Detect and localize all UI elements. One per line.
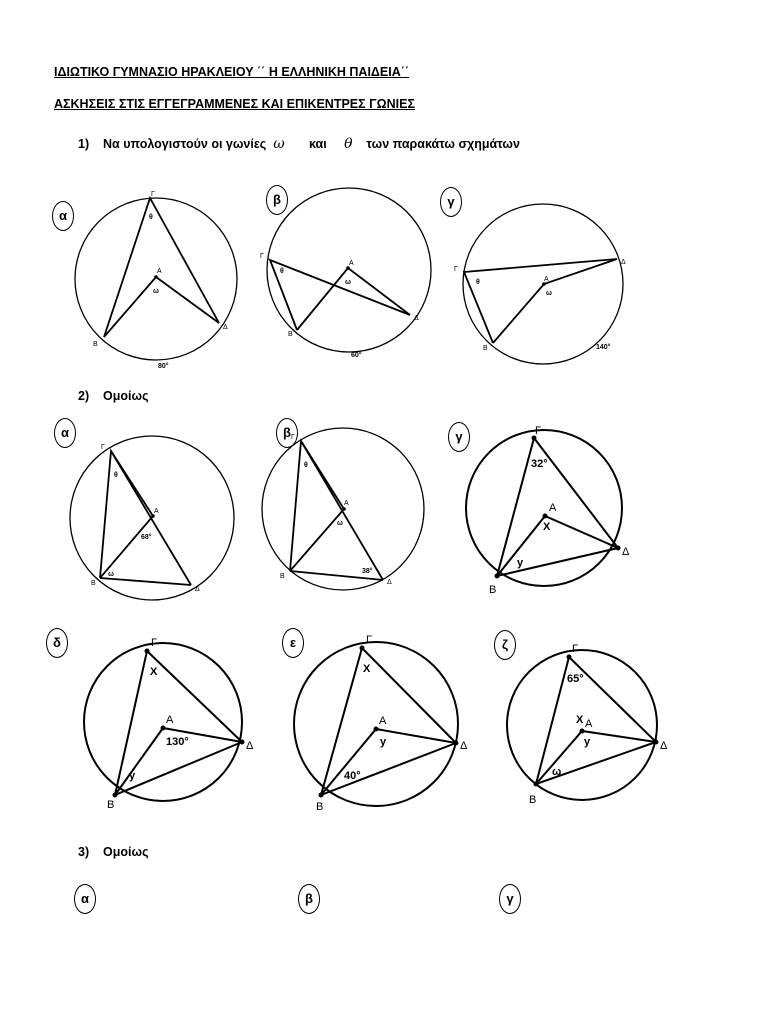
angle-label: 32°	[531, 458, 548, 470]
y-label: y	[517, 557, 524, 569]
point-label-g: Γ	[151, 191, 155, 198]
point-label-g: Γ	[535, 425, 542, 437]
point-label-a: Α	[549, 502, 557, 514]
theta-label: θ	[114, 472, 118, 479]
y-label: y	[380, 736, 387, 748]
point-label-d: Δ	[195, 586, 200, 593]
x-label: Χ	[150, 666, 158, 678]
point-label-b: Β	[529, 794, 537, 806]
figure-label-3g: γ	[499, 884, 521, 914]
x-label: Χ	[363, 663, 371, 675]
theta-symbol: θ	[344, 136, 353, 152]
figure-label-2g: γ	[448, 422, 470, 452]
point-label-d: Δ	[621, 259, 626, 266]
point-label-d: Δ	[622, 546, 630, 558]
figure-label-2e: ε	[282, 628, 304, 658]
point-label-b: Β	[107, 799, 115, 811]
theta-label: θ	[280, 268, 284, 275]
point-b	[534, 782, 539, 787]
figure-label-3b: β	[298, 884, 320, 914]
point-label-a: Α	[544, 276, 549, 283]
x-label: Χ	[543, 521, 551, 533]
school-title: ΙΔΙΩΤΙΚΟ ΓΥΜΝΑΣΙΟ ΗΡΑΚΛΕΙΟΥ ΄΄ Η ΕΛΛΗΝΙΚΗ ΠΑΙΔΕΙΑ΄΄	[54, 65, 410, 79]
point-label-b: Β	[316, 801, 324, 813]
figure-label-1a: α	[52, 201, 74, 231]
point-label-a: Α	[157, 268, 162, 275]
point-label-b: Β	[93, 341, 98, 348]
theta-label: θ	[476, 279, 480, 286]
and-word: και	[308, 137, 327, 151]
figure-label-3a: α	[74, 884, 96, 914]
figure-label-1b: β	[266, 185, 288, 215]
arc-label: 80°	[158, 363, 169, 370]
angle-label: 65°	[567, 673, 584, 685]
question-number: 1)	[78, 137, 90, 151]
point-label-d: Δ	[223, 324, 228, 331]
figure-label-1g: γ	[440, 187, 462, 217]
omega-symbol: ω	[273, 136, 285, 152]
question-text: Ομοίως	[103, 845, 149, 859]
point-label-b: Β	[483, 345, 488, 352]
omega-label: ω	[345, 279, 351, 286]
arc-label: 140°	[596, 344, 611, 351]
theta-label: θ	[304, 462, 308, 469]
point-label-a: Α	[166, 714, 174, 726]
worksheet-title: ΑΣΚΗΣΕΙΣ ΣΤΙΣ ΕΓΓΕΓΡΑΜΜΕΝΕΣ ΚΑΙ ΕΠΙΚΕΝΤΡΕΣ ΓΩΝΙΕΣ	[54, 97, 415, 111]
point-label-g: Γ	[291, 434, 295, 441]
question-number: 2)	[78, 389, 90, 403]
point-label-g: Γ	[366, 634, 373, 646]
point-label-g: Γ	[454, 266, 458, 273]
point-label-d: Δ	[660, 740, 668, 752]
center-point	[580, 729, 585, 734]
point-label-a: Α	[379, 715, 387, 727]
angle-label: 130°	[166, 736, 189, 748]
point-label-b: Β	[288, 331, 293, 338]
omega-label: ω	[108, 571, 114, 578]
y-label: y	[129, 770, 136, 782]
omega-label: ω	[153, 288, 159, 295]
point-label-d: Δ	[414, 315, 419, 322]
figure-label-2a: α	[54, 418, 76, 448]
question-number: 3)	[78, 845, 90, 859]
angle-label: 40°	[344, 770, 361, 782]
arc-label: 60°	[351, 352, 362, 359]
point-label-a: Α	[154, 508, 159, 515]
omega-label: ω	[546, 290, 552, 297]
figure-label-2b: β	[276, 418, 298, 448]
theta-label: θ	[149, 214, 153, 221]
point-d	[654, 740, 659, 745]
point-label-g: Γ	[572, 643, 579, 655]
point-label-g: Γ	[151, 637, 158, 649]
point-label-d: Δ	[460, 740, 468, 752]
point-label-g: Γ	[260, 253, 264, 260]
omega-label: ω	[552, 766, 562, 778]
point-label-a: Α	[344, 500, 349, 507]
point-label-a: Α	[585, 718, 593, 730]
point-label-b: Β	[91, 580, 96, 587]
omega-label: ω	[337, 520, 343, 527]
question-3	[78, 845, 149, 859]
x-label: Χ	[576, 714, 584, 726]
figure-label-2z: ζ	[494, 630, 516, 660]
point-label-b: Β	[280, 573, 285, 580]
point-label-b: Β	[489, 584, 497, 596]
point-g	[567, 655, 572, 660]
point-label-a: Α	[349, 260, 354, 267]
figure-label-2d: δ	[46, 628, 68, 658]
point-label-g: Γ	[101, 444, 105, 451]
angle-label: 38°	[362, 568, 373, 575]
point-label-d: Δ	[387, 579, 392, 586]
question-text-end: των παρακάτω σχημάτων	[366, 137, 520, 151]
question-text: Ομοίως	[103, 389, 149, 403]
y-label: y	[584, 736, 591, 748]
angle-label: 68°	[141, 534, 152, 541]
point-label-d: Δ	[246, 740, 254, 752]
question-text: Να υπολογιστούν οι γωνίες	[103, 137, 267, 151]
